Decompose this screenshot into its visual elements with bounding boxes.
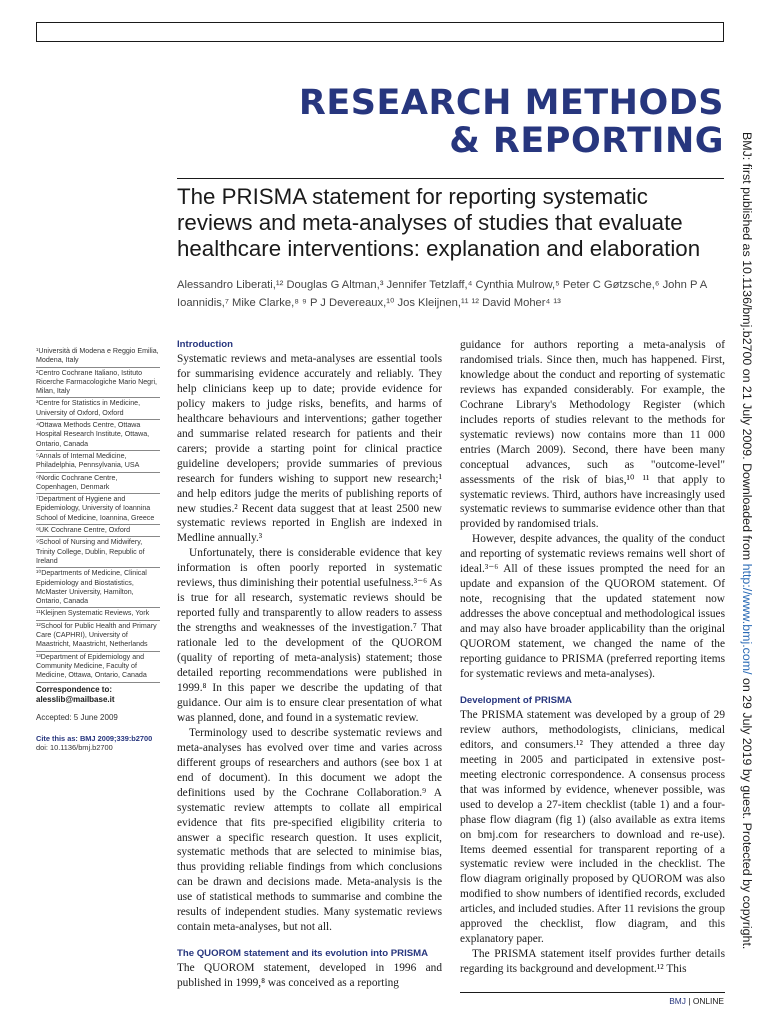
side-note <box>734 132 760 950</box>
affiliation: ³Centre for Statistics in Medicine, University of Oxford, Oxford <box>36 398 160 420</box>
paragraph: guidance for authors reporting a meta-analysis of randomised trials. Since then, much has happened. First, knowledge about the conduct and reporting of systematic reviews has expanded considerably. For example, the Cochrane Library's Methodology Register (which includes reports of studies relevant to the methods for systematic reviews) now contains more than 11 000 entries (March 2009). Second, there have been many conceptual advances, such as "outcome-level" assessments of the risk of bias,¹⁰ ¹¹ that apply to systematic reviews. Third, authors have increasingly used systematic reviews to summarise evidence other than that provided by randomised trials. <box>460 339 725 531</box>
affiliation: ¹²School for Public Health and Primary Care (CAPHRI), University of Maastricht, Maastricht, Netherlands <box>36 621 160 652</box>
article-title: The PRISMA statement for reporting systematic reviews and meta-analyses of studies that evaluate healthcare interventions: explanation and elaboration <box>177 184 701 261</box>
paragraph: However, despite advances, the quality of the conduct and reporting of systematic reviews remains well short of ideal.³⁻⁶ All of these issues prompted the need for an update and expansion of the QUOROM statement. Of note, recognising that the updated statement now addresses the above conceptual and methodological issues and may also have broader applicability than the original QUOROM statement, we changed the name of the reporting guidance to PRISMA (preferred reporting items for systematic reviews and meta-analyses). <box>460 533 725 680</box>
section-heading <box>299 84 724 160</box>
affiliation: ⁵Annals of Internal Medicine, Philadelphia, Pennsylvania, USA <box>36 451 160 473</box>
footer-separator: | <box>685 996 693 1006</box>
paragraph: The QUOROM statement, developed in 1996 and published in 1999,⁸ was conceived as a reporting <box>177 962 442 990</box>
correspondence: Correspondence to: alesslib@mailbase.it <box>36 684 115 704</box>
affiliation: ⁶Nordic Cochrane Centre, Copenhagen, Denmark <box>36 473 160 495</box>
side-note-text <box>740 132 754 949</box>
page-footer <box>669 996 724 1006</box>
author-list: Alessandro Liberati,¹² Douglas G Altman,³ Jennifer Tetzlaff,⁴ Cynthia Mulrow,⁵ Peter C Gøtzsche,⁶ John P A Ioannidis,⁷ Mike Clarke,⁸ ⁹ P J Devereaux,¹⁰ Jos Kleijnen,¹¹ ¹² David Moher⁴ ¹³ <box>177 279 707 309</box>
header-box <box>36 22 724 42</box>
heading-introduction: Introduction <box>177 339 233 350</box>
affiliation: ⁸UK Cochrane Centre, Oxford <box>36 525 160 537</box>
affiliation: ¹⁰Departments of Medicine, Clinical Epidemiology and Biostatistics, McMaster University, Hamilton, Ontario, Canada <box>36 568 160 608</box>
title-divider <box>177 178 724 179</box>
section-heading-line-2: & REPORTING <box>449 121 724 161</box>
accepted-date: Accepted: 5 June 2009 <box>36 712 118 722</box>
citation <box>36 734 160 753</box>
doi: doi: 10.1136/bmj.b2700 <box>36 743 113 753</box>
footer-label: ONLINE <box>692 996 724 1006</box>
body-column-2 <box>460 338 725 977</box>
body-column-1 <box>177 338 442 991</box>
section-heading-line-1: RESEARCH METHODS <box>298 83 724 123</box>
affiliation: ⁷Department of Hygiene and Epidemiology, University of Ioannina School of Medicine, Ioannina, Greece <box>36 494 160 525</box>
paragraph: The PRISMA statement itself provides further details regarding its background and development.¹² This <box>460 948 725 976</box>
side-note-link[interactable]: http://www.bmj.com/ <box>740 563 754 675</box>
paragraph: Systematic reviews and meta-analyses are essential tools for summarising evidence accurately and reliably. They help clinicians keep up to date; provide evidence for policy makers to judge risks, benefits, and harms of healthcare behaviours and interventions; gather together and summarise related research for patients and their carers; provide a starting point for clinical practice guideline developers; provide summaries of previous research for funders wishing to support new research;¹ and help editors judge the merits of publishing reports of new studies.² Recent data suggest that at least 2500 new systematic reviews reported in English are indexed in Medline annually.³ <box>177 353 442 545</box>
footer-journal: BMJ <box>669 996 686 1006</box>
affiliation: ⁹School of Nursing and Midwifery, Trinity College, Dublin, Republic of Ireland <box>36 537 160 568</box>
affiliation: ⁴Ottawa Methods Centre, Ottawa Hospital Research Institute, Ottawa, Ontario, Canada <box>36 420 160 451</box>
affiliation: ¹Università di Modena e Reggio Emilia, Modena, Italy <box>36 346 160 368</box>
side-note-before: BMJ: first published as 10.1136/bmj.b2700 on 21 July 2009. Downloaded from <box>740 132 754 564</box>
footer-divider <box>460 992 725 993</box>
affiliation: ¹³Department of Epidemiology and Community Medicine, Faculty of Medicine, Ottawa, Ontario, Canada <box>36 652 160 683</box>
affiliation: ¹¹Kleijnen Systematic Reviews, York <box>36 608 160 620</box>
heading-development: Development of PRISMA <box>460 694 572 706</box>
paragraph: Terminology used to describe systematic reviews and meta-analyses has evolved over time and varies across different groups of researchers and authors (see box 1 at end of document). In this document we adopt the definitions used by the Cochrane Collaboration.⁹ A systematic review attempts to collate all empirical evidence that fits pre-specified eligibility criteria to answer a specific research question. It uses explicit, systematic methods that are selected to minimise bias, thus providing reliable findings from which conclusions can be drawn and decisions made. Meta-analysis is the use of statistical methods to summarise and combine the results of independent studies. Many systematic reviews contain meta-analyses, but not all. <box>177 726 442 934</box>
paragraph: The PRISMA statement was developed by a group of 29 review authors, methodologists, clinicians, medical editors, and consumers.¹² They attended a three day meeting in 2005 and participated in extensive post-meeting electronic correspondence. A consensus process that was informed by evidence, whenever possible, was used to develop a 27-item checklist (table 1) and a four-phase flow diagram (fig 1) (also available as extra items on bmj.com for researchers to download and re-use). Items deemed essential for transparent reporting of a systematic review were included in the checklist. The flow diagram originally proposed by QUOROM was also modified to show numbers of identified records, excluded articles, and included studies. After 11 revisions the group approved the checklist, flow diagram, and this explanatory paper. <box>460 708 725 946</box>
cite-label: Cite this as: BMJ 2009;339:b2700 <box>36 733 153 743</box>
heading-quorom: The QUOROM statement and its evolution into PRISMA <box>177 948 429 960</box>
side-note-after: on 29 July 2019 by guest. Protected by copyright. <box>740 674 754 950</box>
paragraph: Unfortunately, there is considerable evidence that key information is often poorly reported in systematic reviews, thus diminishing their potential usefulness.³⁻⁶ As is true for all research, systematic reviews should be reported fully and transparently to allow readers to assess the strengths and weaknesses of the investigation.⁷ That rationale led to the development of the QUOROM (quality of reporting of meta-analysis) statement; those detailed reporting recommendations were published in 1999.⁸ In this paper we describe the updating of that guidance. Our aim is to ensure clear presentation of what was planned, done, and found in a systematic review. <box>177 547 442 724</box>
affiliations-column <box>36 346 160 752</box>
affiliation: ²Centro Cochrane Italiano, Istituto Ricerche Farmacologiche Mario Negri, Milan, Italy <box>36 368 160 399</box>
